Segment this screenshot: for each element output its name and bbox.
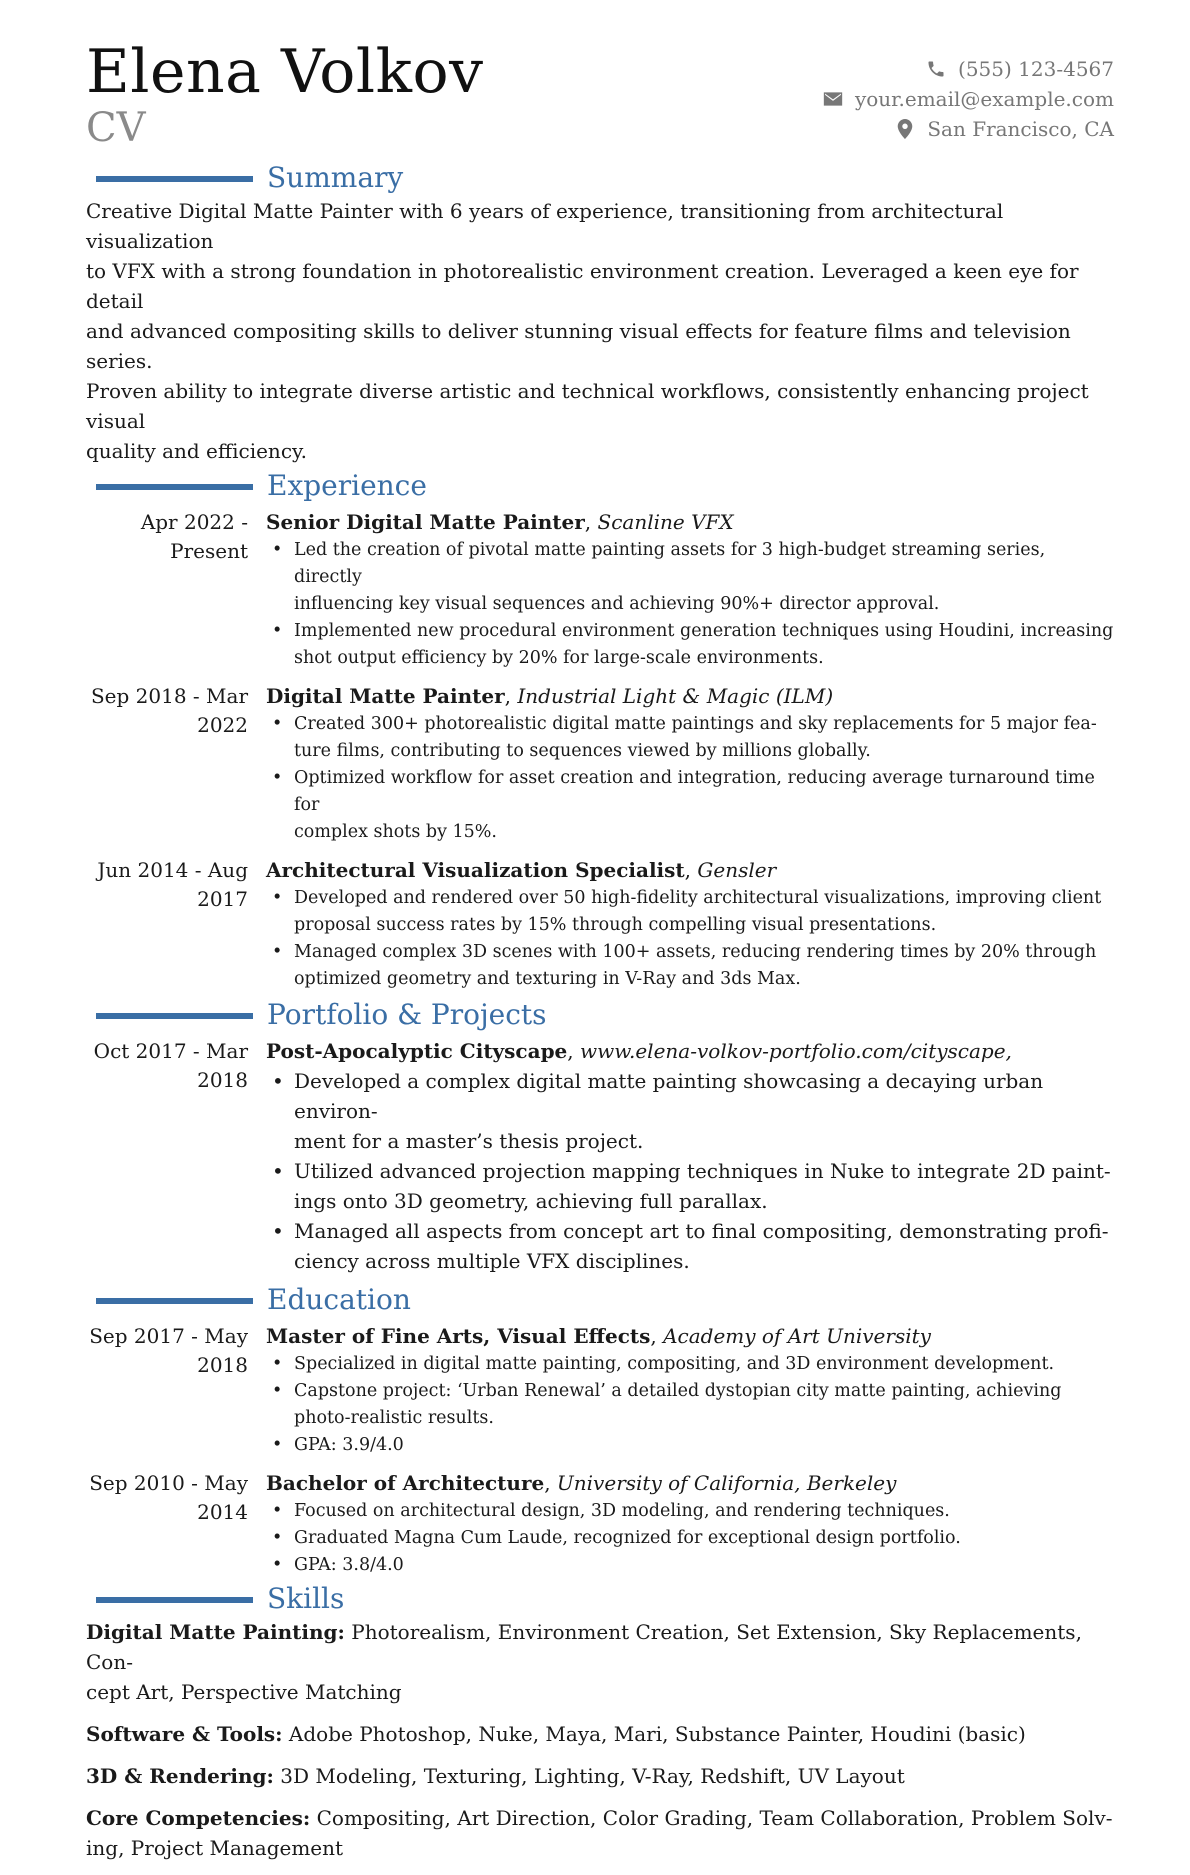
contact-block [823, 54, 1114, 144]
entry-role: Bachelor of Architecture [266, 1471, 545, 1495]
experience-entry [86, 856, 1114, 993]
document-subtitle: CV [86, 105, 146, 151]
skill-group [86, 1617, 1114, 1707]
contact-email-row [823, 84, 1114, 114]
bullet-item: • Focused on architectural design, 3D modeling, and rendering techniques. [294, 1498, 1114, 1525]
envelope-icon [823, 89, 843, 109]
experience-entry [86, 508, 1114, 672]
entry-title: Senior Digital Matte Painter, Scanline VFX [266, 510, 734, 534]
entry-date: Sep 2017 - May 2018 [89, 1324, 248, 1377]
entry-title: Post-Apocalyptic Cityscape, www.elena-volkov-portfolio.com/cityscape, [266, 1039, 1012, 1063]
contact-phone[interactable]: (555) 123-4567 [958, 57, 1114, 81]
contact-location-row [823, 114, 1114, 144]
skill-values: Adobe Photoshop, Nuke, Maya, Mari, Substance Painter, Houdini (basic) [282, 1722, 1026, 1746]
skill-label: Digital Matte Painting: [86, 1620, 345, 1644]
entry-title: Master of Fine Arts, Visual Effects, Academy of Art University [266, 1324, 931, 1348]
section-summary-header [86, 160, 1114, 196]
skill-group [86, 1761, 1114, 1791]
experience-entry [86, 682, 1114, 846]
entry-org: Academy of Art University [663, 1324, 931, 1348]
entry-date: Sep 2018 - Mar 2022 [90, 684, 248, 737]
section-experience-header [86, 468, 1114, 504]
portfolio-entry [86, 1037, 1114, 1276]
section-accent-bar [96, 1597, 253, 1603]
entry-title: Digital Matte Painter, Industrial Light & Magic (ILM) [266, 684, 834, 708]
bullet-item: • Created 300+ photorealistic digital matte paintings and sky replacements for 5 major fea- ture films, contributing to sequences viewed by millions globally. [294, 711, 1114, 765]
phone-icon [926, 59, 946, 79]
education-entry [86, 1469, 1114, 1579]
bullet-item: • Led the creation of pivotal matte painting assets for 3 high-budget streaming series, directly influencing key visual sequences and achieving 90%+ director approval. [294, 537, 1114, 618]
section-title: Portfolio & Projects [267, 998, 547, 1031]
skill-group [86, 1719, 1114, 1749]
summary-line: and advanced compositing skills to deliver stunning visual effects for feature films and television series. [86, 319, 1071, 373]
entry-org: Industrial Light & Magic (ILM) [517, 684, 834, 708]
bullet-item: • Implemented new procedural environment generation techniques using Houdini, increasing shot output efficiency by 20% for large-scale environments. [294, 618, 1114, 672]
portfolio-link[interactable]: www.elena-volkov-portfolio.com/cityscape, [580, 1039, 1012, 1063]
entry-title: Architectural Visualization Specialist, Gensler [266, 858, 777, 882]
section-title: Summary [267, 161, 404, 194]
map-pin-icon [895, 119, 915, 139]
bullet-item: • Managed complex 3D scenes with 100+ assets, reducing rendering times by 20% through optimized geometry and texturing in V-Ray and 3ds Max. [294, 939, 1114, 993]
entry-org: Gensler [697, 858, 777, 882]
bullet-item: • GPA: 3.8/4.0 [294, 1552, 1114, 1579]
summary-line: to VFX with a strong foundation in photorealistic environment creation. Leveraged a keen eye for detail [86, 259, 1079, 313]
contact-phone-row [823, 54, 1114, 84]
contact-location: San Francisco, CA [927, 117, 1114, 141]
contact-email[interactable]: your.email@example.com [854, 87, 1114, 111]
section-title: Experience [267, 469, 427, 502]
entry-date: Jun 2014 - Aug 2017 [97, 858, 248, 911]
summary-line: Creative Digital Matte Painter with 6 years of experience, transitioning from architectural visualization [86, 199, 1004, 253]
bullet-item: • Managed all aspects from concept art to final compositing, demonstrating profi- ciency across multiple VFX disciplines. [294, 1216, 1114, 1276]
entry-title: Bachelor of Architecture, University of California, Berkeley [266, 1471, 897, 1495]
skill-label: 3D & Rendering: [86, 1764, 274, 1788]
summary-line: quality and efficiency. [86, 439, 308, 463]
entry-date: Oct 2017 - Mar 2018 [93, 1039, 248, 1092]
section-skills-header [86, 1581, 1114, 1617]
entry-role: Senior Digital Matte Painter [266, 510, 585, 534]
header [86, 37, 1114, 160]
section-accent-bar [96, 176, 253, 182]
entry-role: Digital Matte Painter [266, 684, 505, 708]
entry-role: Architectural Visualization Specialist [266, 858, 685, 882]
section-accent-bar [96, 484, 253, 490]
bullet-item: • GPA: 3.9/4.0 [294, 1432, 1114, 1459]
entry-org: University of California, Berkeley [556, 1471, 897, 1495]
entry-date: Apr 2022 - Present [140, 510, 248, 563]
bullet-item: • Developed and rendered over 50 high-fidelity architectural visualizations, improving client proposal success rates by 15% through compelling visual presentations. [294, 885, 1114, 939]
education-entry [86, 1322, 1114, 1459]
bullet-item: • Graduated Magna Cum Laude, recognized for exceptional design portfolio. [294, 1525, 1114, 1552]
bullet-item: • Capstone project: ‘Urban Renewal’ a detailed dystopian city matte painting, achieving photo-realistic results. [294, 1378, 1114, 1432]
summary-text [86, 196, 1114, 466]
section-title: Education [267, 1283, 411, 1316]
section-title: Skills [267, 1582, 345, 1615]
section-accent-bar [96, 1013, 253, 1019]
section-portfolio-header [86, 997, 1114, 1033]
skill-values: cept Art, Perspective Matching [86, 1680, 402, 1704]
bullet-item: • Optimized workflow for asset creation and integration, reducing average turnaround time for complex shots by 15%. [294, 765, 1114, 846]
section-accent-bar [96, 1298, 253, 1304]
skill-values: 3D Modeling, Texturing, Lighting, V-Ray, Redshift, UV Layout [273, 1764, 905, 1788]
skill-label: Software & Tools: [86, 1722, 283, 1746]
skill-values: ing, Project Management [86, 1836, 344, 1860]
summary-line: Proven ability to integrate diverse artistic and technical workflows, consistently enhancing project visual [86, 379, 1089, 433]
skill-label: Core Competencies: [86, 1806, 311, 1830]
cv-page [86, 37, 1114, 1875]
section-education-header [86, 1282, 1114, 1318]
entry-org: Scanline VFX [597, 510, 734, 534]
entry-role: Master of Fine Arts, Visual Effects [266, 1324, 651, 1348]
entry-role: Post-Apocalyptic Cityscape [266, 1039, 568, 1063]
entry-date: Sep 2010 - May 2014 [89, 1471, 248, 1524]
bullet-item: • Developed a complex digital matte painting showcasing a decaying urban environ- ment for a master’s thesis project. [294, 1066, 1114, 1156]
skill-values: Photorealism, Environment Creation, Set Extension, Sky Replacements, Con- [86, 1620, 1082, 1674]
skill-group [86, 1803, 1114, 1863]
bullet-item: • Specialized in digital matte painting, compositing, and 3D environment development. [294, 1351, 1114, 1378]
skill-values: Compositing, Art Direction, Color Grading, Team Collaboration, Problem Solv- [310, 1806, 1113, 1830]
bullet-item: • Utilized advanced projection mapping techniques in Nuke to integrate 2D paint- ings onto 3D geometry, achieving full parallax. [294, 1156, 1114, 1216]
person-name: Elena Volkov [86, 37, 484, 107]
